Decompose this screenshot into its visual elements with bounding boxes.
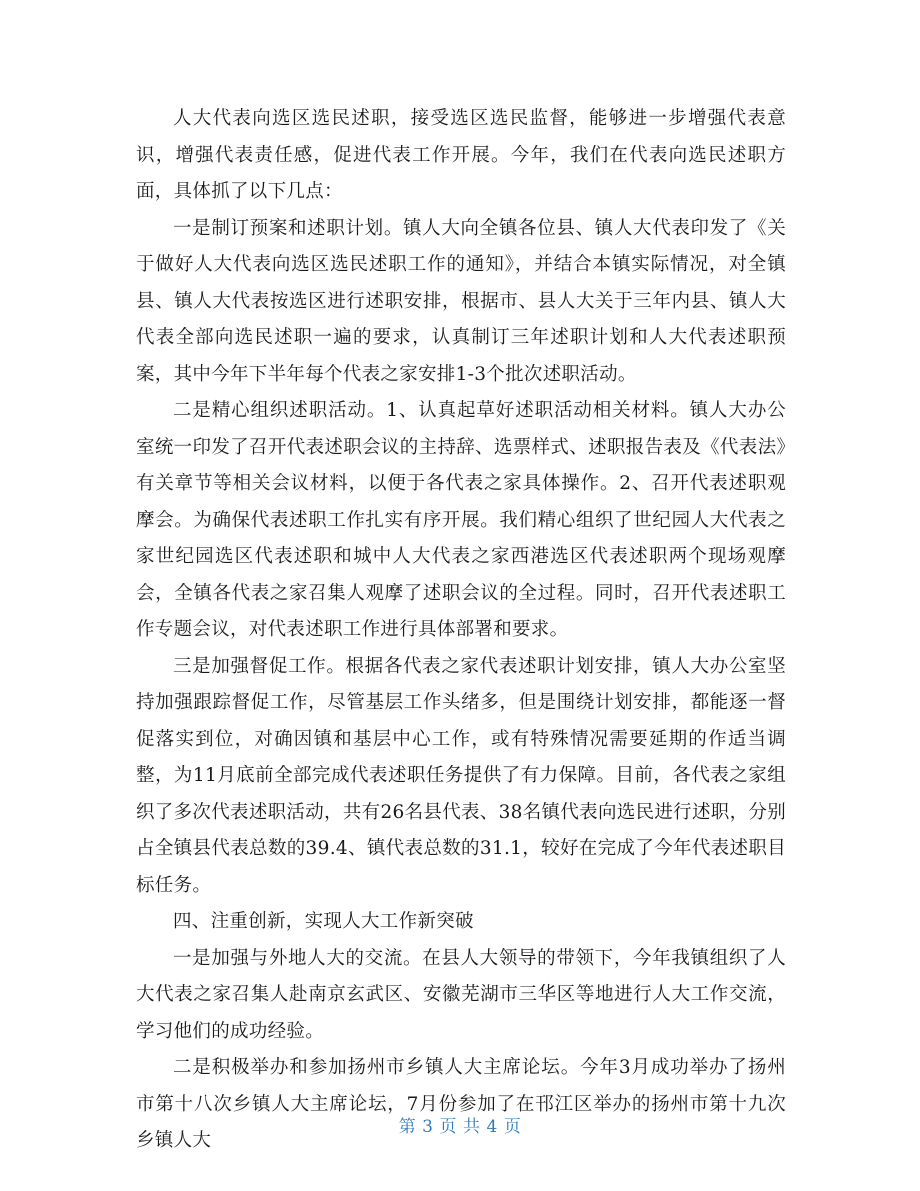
page-footer — [0, 1112, 920, 1137]
paragraph: 三是加强督促工作。根据各代表之家代表述职计划安排，镇人大办公室坚持加强跟踪督促工作，尽管基层工作头绪多，但是围绕计划安排，都能逐一督促落实到位，对确因镇和基层中心工作，或有特殊情况需要延期的作适当调整，为11月底前全部完成代表述职任务提供了有力保障。目前，各代表之家组织了多次代表述职活动，共有26名县代表、38名镇代表向选民进行述职，分别占全镇县代表总数的39.4、镇代表总数的31.1，较好在完成了今年代表述职目标任务。 — [136, 655, 786, 896]
footer-label-total: 共 — [463, 1117, 481, 1137]
paragraph: 二是积极举办和参加扬州市乡镇人大主席论坛。今年3月成功举办了扬州市第十八次乡镇人大主席论坛，7月份参加了在邗江区举办的扬州市第十九次乡镇人大 — [136, 1057, 786, 1151]
footer-label-total-unit: 页 — [503, 1117, 522, 1137]
paragraph: 二是精心组织述职活动。1、认真起草好述职活动相关材料。镇人大办公室统一印发了召开代表述职会议的主持辞、选票样式、述职报告表及《代表法》有关章节等相关会议材料，以便于各代表之家具体操作。2、召开代表述职观摩会。为确保代表述职工作扎实有序开展。我们精心组织了世纪园人大代表之家世纪园选区代表述职和城中人大代表之家西港选区代表述职两个现场观摩会，全镇各代表之家召集人观摩了述职会议的全过程。同时，召开代表述职工作专题会议，对代表述职工作进行具体部署和要求。 — [136, 400, 786, 640]
document-body — [136, 101, 786, 1160]
paragraph: 一是加强与外地人大的交流。在县人大领导的带领下，今年我镇组织了人大代表之家召集人赴南京玄武区、安徽芜湖市三华区等地进行人大工作交流，学习他们的成功经验。 — [136, 947, 786, 1042]
footer-label-page: 第 — [398, 1117, 417, 1137]
footer-total-pages: 4 — [486, 1117, 498, 1137]
footer-label-page-unit: 页 — [439, 1117, 457, 1137]
paragraph: 一是制订预案和述职计划。镇人大向全镇各位县、镇人大代表印发了《关于做好人大代表向选区选民述职工作的通知》，并结合本镇实际情况，对全镇县、镇人大代表按选区进行述职安排，根据市、县人大关于三年内县、镇人大代表全部向选民述职一遍的要求，认真制订三年述职计划和人大代表述职预案，其中今年下半年每个代表之家安排1-3个批次述职活动。 — [136, 217, 786, 385]
section-heading: 四、注重创新，实现人大工作新突破 — [173, 911, 474, 932]
paragraph: 人大代表向选区选民述职，接受选区选民监督，能够进一步增强代表意识，增强代表责任感，促进代表工作开展。今年，我们在代表向选民述职方面，具体抓了以下几点： — [136, 108, 786, 202]
footer-current-page: 3 — [422, 1117, 434, 1137]
